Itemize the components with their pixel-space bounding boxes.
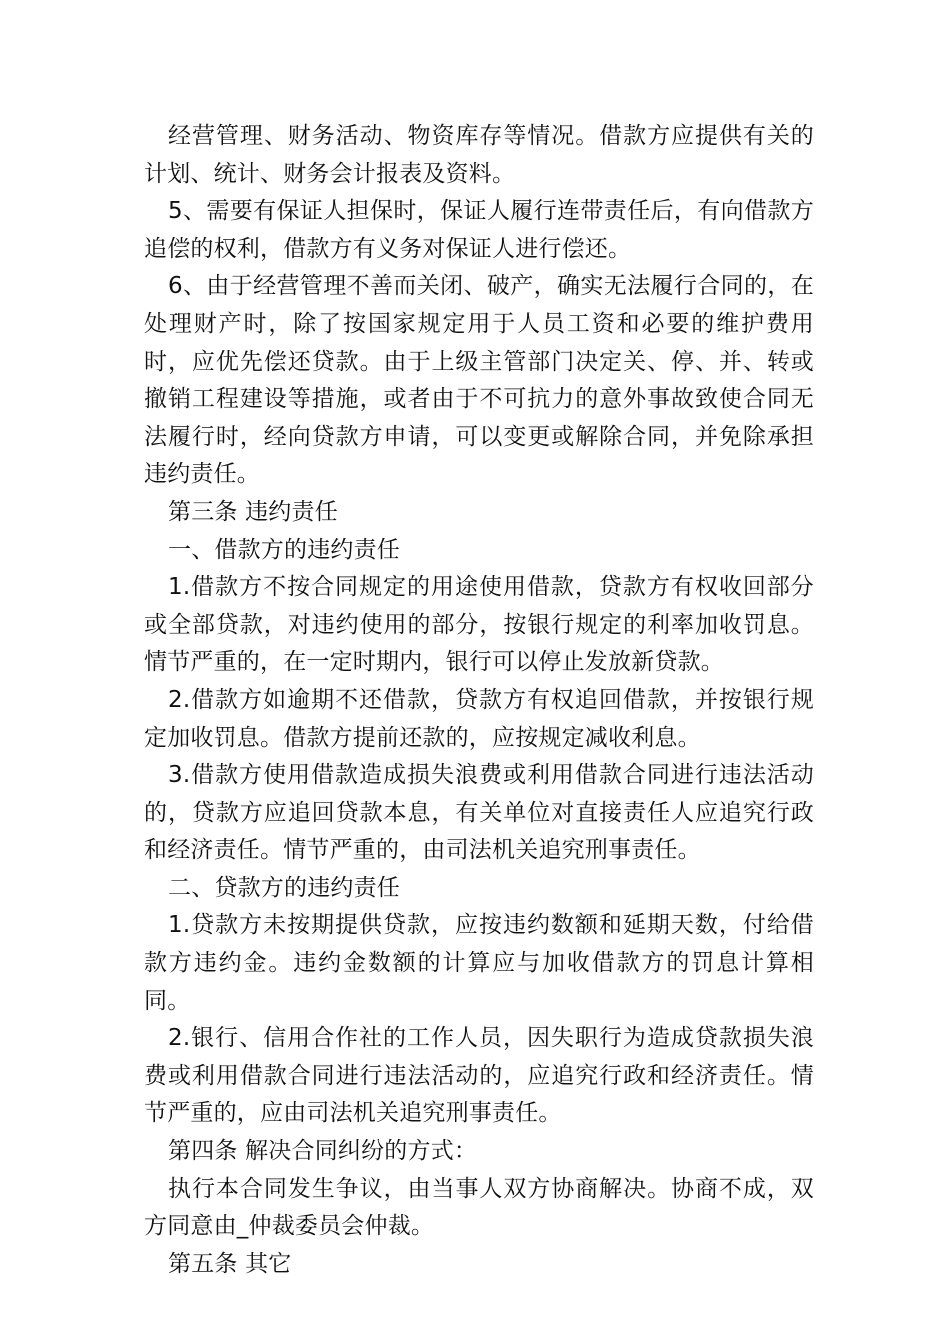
borrower-liability-heading: 一、借款方的违约责任	[168, 536, 400, 563]
document-body	[144, 118, 814, 1283]
borrower-liability-item-3: 3.借款方使用借款造成损失浪费或利用借款合同进行违法活动的，贷款方应追回贷款本息，有关单位对直接责任人应追究行政和经济责任。情节严重的，由司法机关追究刑事责任。	[144, 762, 814, 864]
lender-liability-item-1: 1.贷款方未按期提供贷款，应按违约数额和延期天数，付给借款方违约金。违约金数额的计算应与加收借款方的罚息计算相同。	[144, 912, 814, 1014]
article-4-heading: 第四条 解决合同纠纷的方式：	[168, 1138, 478, 1165]
article-3-heading: 第三条 违约责任	[168, 498, 338, 525]
paragraph-bankruptcy-repayment: 6、由于经营管理不善而关闭、破产，确实无法履行合同的，在处理财产时，除了按国家规定用于人员工资和必要的维护费用时，应优先偿还贷款。由于上级主管部门决定关、停、并、转或撤销工程建设等措施，或者由于不可抗力的意外事故致使合同无法履行时，经向贷款方申请，可以变更或解除合同，并免除承担违约责任。	[144, 273, 814, 488]
article-5-heading: 第五条 其它	[168, 1250, 292, 1277]
paragraph-guarantor-recourse: 5、需要有保证人担保时，保证人履行连带责任后，有向借款方追偿的权利，借款方有义务对保证人进行偿还。	[144, 198, 814, 262]
borrower-liability-item-1: 1.借款方不按合同规定的用途使用借款，贷款方有权收回部分或全部贷款，对违约使用的部分，按银行规定的利率加收罚息。情节严重的，在一定时期内，银行可以停止发放新贷款。	[144, 574, 814, 676]
dispute-resolution-paragraph: 执行本合同发生争议，由当事人双方协商解决。协商不成，双方同意由_仲裁委员会仲裁。	[144, 1175, 814, 1240]
lender-liability-item-2: 2.银行、信用合作社的工作人员，因失职行为造成贷款损失浪费或利用借款合同进行违法活动的，应追究行政和经济责任。情节严重的，应由司法机关追究刑事责任。	[144, 1025, 814, 1127]
borrower-liability-item-2: 2.借款方如逾期不还借款，贷款方有权追回借款，并按银行规定加收罚息。借款方提前还款的，应按规定减收利息。	[144, 686, 814, 751]
paragraph-financial-disclosure: 经营管理、财务活动、物资库存等情况。借款方应提供有关的计划、统计、财务会计报表及资料。	[144, 123, 814, 187]
lender-liability-heading: 二、贷款方的违约责任	[168, 874, 400, 901]
